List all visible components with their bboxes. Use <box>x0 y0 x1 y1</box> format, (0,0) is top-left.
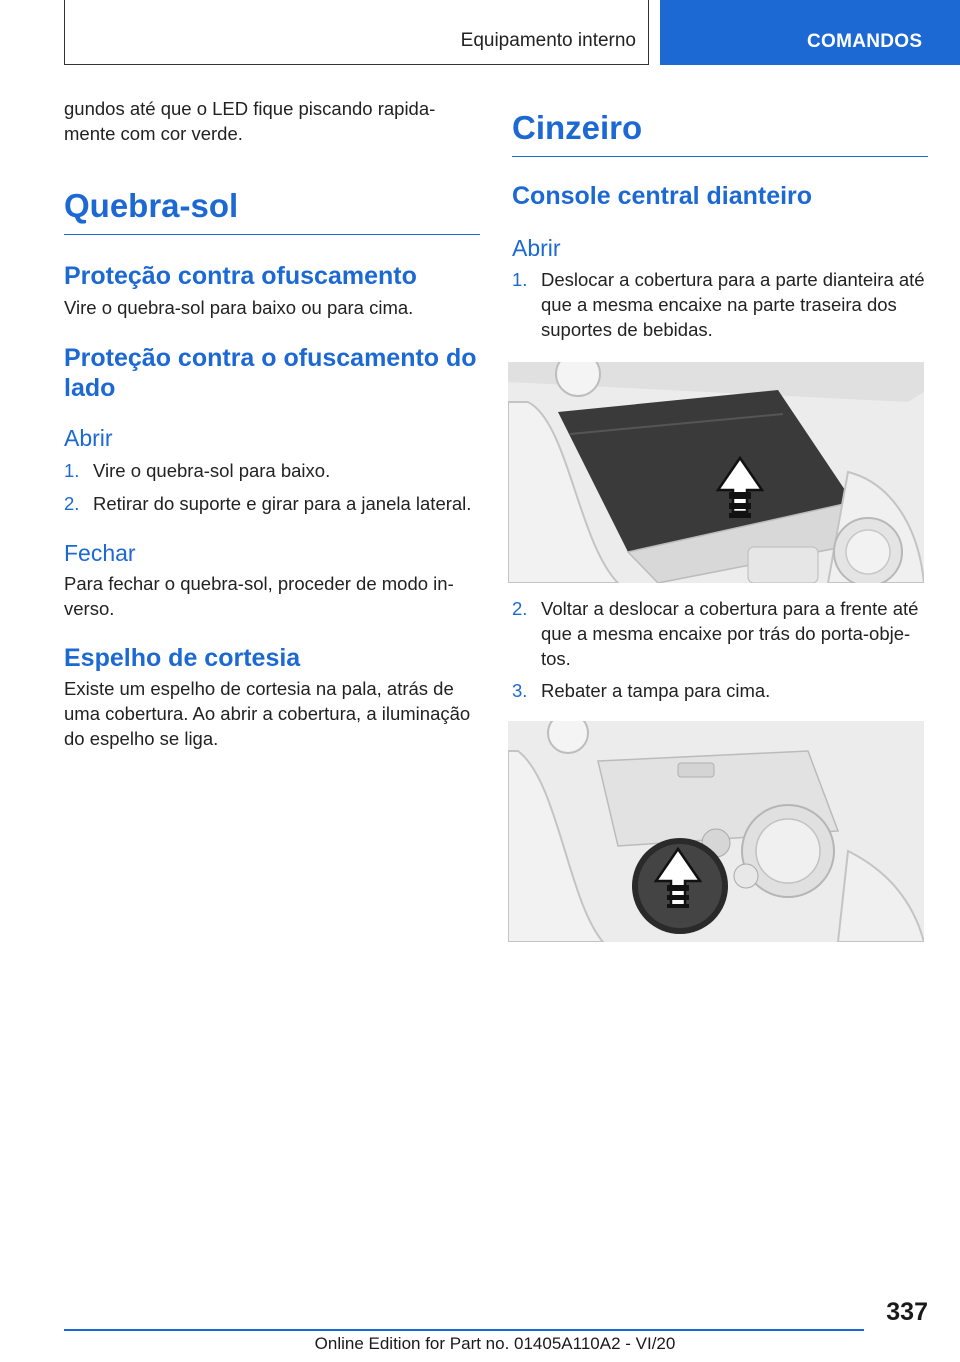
console-cover-drawing <box>508 362 924 583</box>
right-column <box>512 96 928 942</box>
open-steps-left <box>64 458 480 516</box>
close-heading: Fechar <box>64 540 136 566</box>
chapter-tab <box>660 0 960 65</box>
page-number: 337 <box>886 1298 928 1326</box>
side-glare-heading: Proteção contra o ofuscamento do lado <box>64 344 477 402</box>
section-name: Equipamento interno <box>460 30 636 51</box>
vanity-mirror-heading: Espelho de cortesia <box>64 644 301 672</box>
left-column <box>64 96 480 751</box>
glare-protection-text: Vire o quebra-sol para baixo ou para cima. <box>64 297 414 318</box>
step-number: 3. <box>512 680 528 701</box>
sun-visor-title: Quebra-sol <box>64 186 480 235</box>
close-text: Para fechar o quebra-sol, proceder de modo in- verso. <box>64 573 454 619</box>
header-section-box <box>64 0 649 65</box>
front-console-heading: Console central dianteiro <box>512 182 813 210</box>
step-text: Retirar do suporte e girar para a janela lateral. <box>93 493 472 514</box>
vanity-mirror-text: Existe um espelho de cortesia na pala, atrás de uma cobertura. Ao abrir a cobertura, a iluminação do espelho se liga. <box>64 678 471 749</box>
step-number: 2. <box>512 598 528 619</box>
ashtray-title: Cinzeiro <box>512 108 928 157</box>
lid-flip-illustration <box>508 721 924 942</box>
step-text: Deslocar a cobertura para a parte dianteira até que a mesma encaixe na parte traseira dos suportes de bebidas. <box>541 269 925 340</box>
open-heading-left: Abrir <box>64 425 113 451</box>
step-text: Rebater a tampa para cima. <box>541 680 771 701</box>
glare-protection-heading: Proteção contra ofuscamento <box>64 262 417 290</box>
list-item <box>512 596 928 671</box>
open-heading-right: Abrir <box>512 235 561 261</box>
footer-divider <box>64 1329 864 1331</box>
step-text: Voltar a deslocar a cobertura para a frente até que a mesma encaixe por trás do porta-obje- tos. <box>541 598 919 669</box>
list-item <box>512 678 928 703</box>
footer-edition-text: Online Edition for Part no. 01405A110A2 - VI/20 <box>314 1334 676 1353</box>
chapter-name: COMANDOS <box>807 31 923 52</box>
list-item <box>64 458 480 483</box>
list-item <box>64 491 480 516</box>
lid-flip-drawing <box>508 721 924 942</box>
console-cover-illustration <box>508 362 924 583</box>
step-list-1 <box>512 267 928 342</box>
step-number: 1. <box>512 269 528 290</box>
list-item <box>512 267 928 342</box>
step-text: Vire o quebra-sol para baixo. <box>93 460 331 481</box>
intro-text: gundos até que o LED fique piscando rapida- mente com cor verde. <box>64 98 436 144</box>
step-number: 1. <box>64 460 80 481</box>
step-list-2 <box>512 596 928 703</box>
step-number: 2. <box>64 493 80 514</box>
